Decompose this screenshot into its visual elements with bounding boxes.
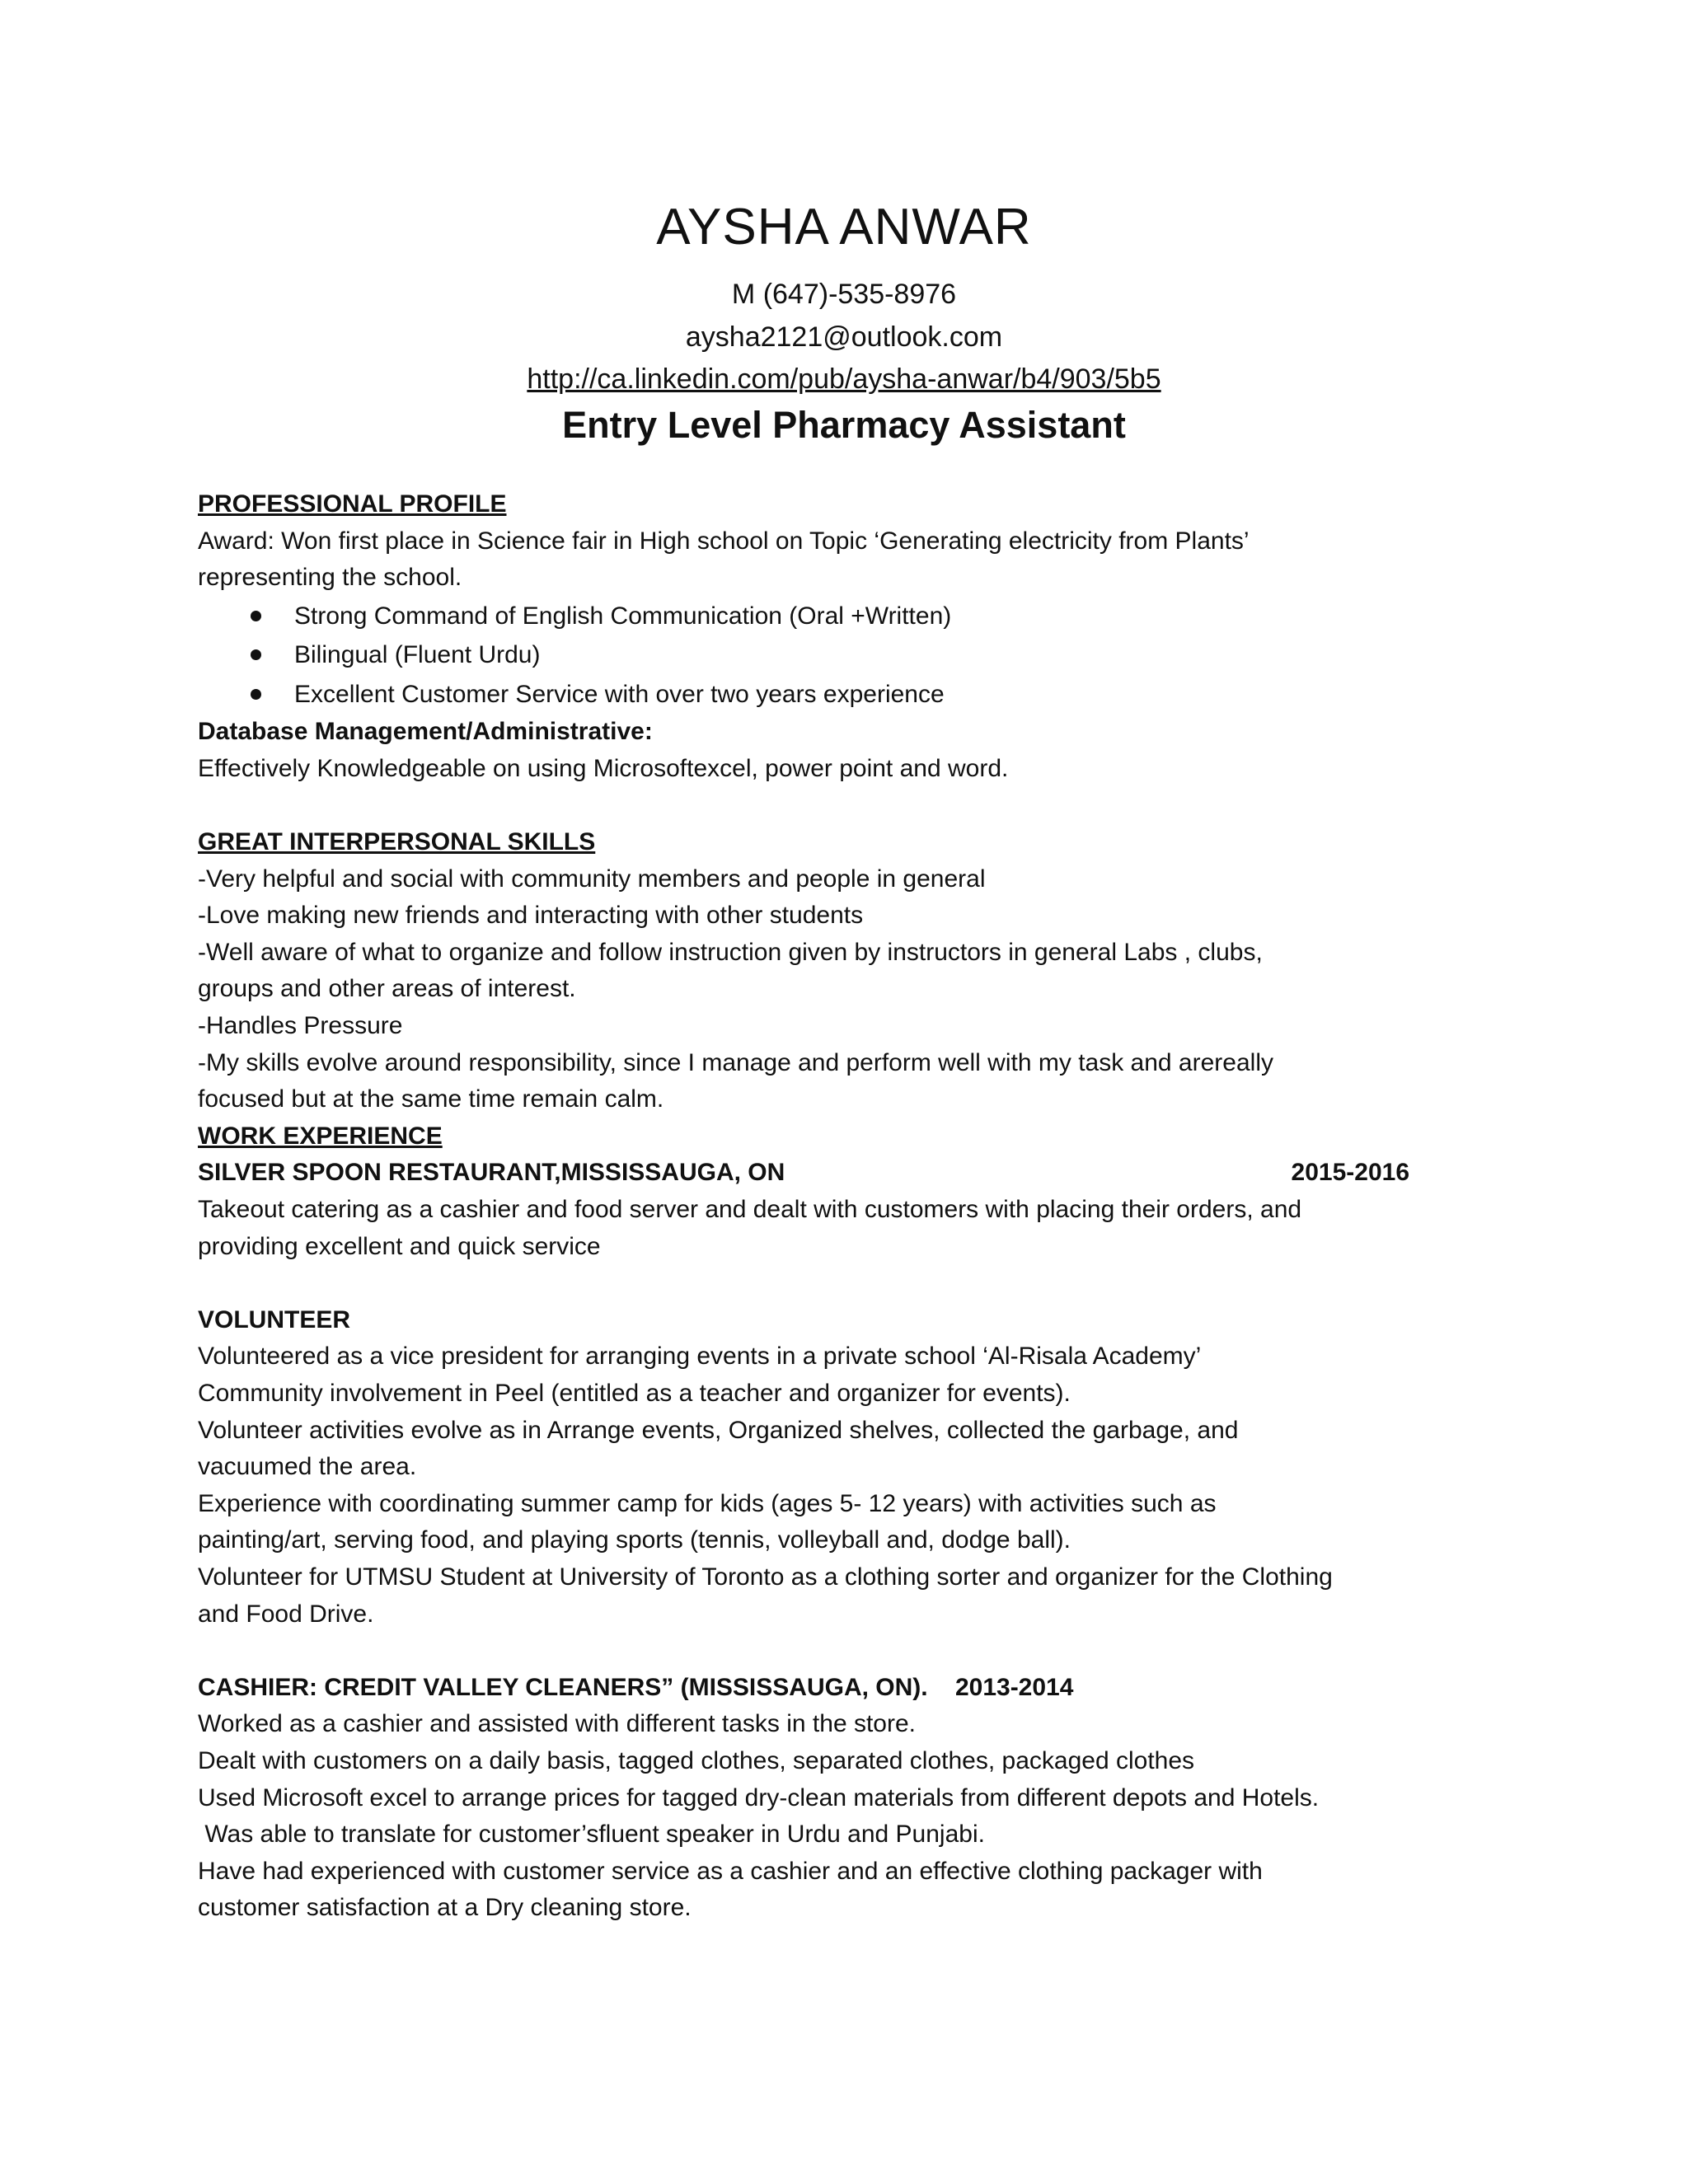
- body-text: -Well aware of what to organize and follow instruction given by instructors in general Labs , clubs,: [198, 938, 1263, 966]
- professional-profile-section: [198, 486, 1484, 787]
- section-heading: CASHIER: CREDIT VALLEY CLEANERS” (MISSISSAUGA, ON). 2013-2014: [198, 1673, 1074, 1701]
- section-heading: GREAT INTERPERSONAL SKILLS: [198, 828, 596, 856]
- body-text: Was able to translate for customer’sfluent speaker in Urdu and Punjabi.: [198, 1821, 985, 1849]
- award-text: Award: Won first place in Science fair in High school on Topic ‘Generating electricity from Plants’: [198, 527, 1250, 555]
- section-heading: PROFESSIONAL PROFILE: [198, 490, 507, 518]
- employer-name: SILVER SPOON RESTAURANT,MISSISSAUGA, ON: [198, 1159, 785, 1187]
- linkedin-link[interactable]: http://ca.linkedin.com/pub/aysha-anwar/b4/903/5b5: [527, 363, 1161, 395]
- body-text: providing excellent and quick service: [198, 1232, 601, 1260]
- list-item: [198, 597, 1484, 636]
- list-item: [198, 635, 1484, 675]
- body-text: vacuumed the area.: [198, 1453, 417, 1481]
- candidate-name: AYSHA ANWAR: [656, 199, 1032, 255]
- body-text: -My skills evolve around responsibility, since I manage and perform well with my task and arereally: [198, 1048, 1273, 1076]
- body-text: Volunteer activities evolve as in Arrange events, Organized shelves, collected the garbage, and: [198, 1416, 1239, 1444]
- body-text: groups and other areas of interest.: [198, 975, 576, 1003]
- volunteer-section: [198, 1302, 1484, 1633]
- body-text: customer satisfaction at a Dry cleaning store.: [198, 1894, 692, 1922]
- body-text: painting/art, serving food, and playing sports (tennis, volleyball and, dodge ball).: [198, 1526, 1071, 1554]
- email-address: aysha2121@outlook.com: [685, 321, 1003, 353]
- list-item: [198, 675, 1484, 715]
- body-text: Volunteer for UTMSU Student at University of Toronto as a clothing sorter and organizer for the Clothing: [198, 1563, 1333, 1591]
- work-experience-section: [198, 1118, 1484, 1265]
- award-text: representing the school.: [198, 564, 462, 592]
- body-text: Community involvement in Peel (entitled as a teacher and organizer for events).: [198, 1379, 1071, 1407]
- phone-number: M (647)-535-8976: [731, 279, 957, 310]
- body-text: Have had experienced with customer service as a cashier and an effective clothing packager with: [198, 1857, 1263, 1885]
- skills-list: [198, 597, 1484, 715]
- employment-years: 2015-2016: [1291, 1159, 1409, 1187]
- body-text: Takeout catering as a cashier and food server and dealt with customers with placing their orders, and: [198, 1196, 1302, 1223]
- subsection-heading: Database Management/Administrative:: [198, 718, 653, 746]
- interpersonal-skills-section: [198, 824, 1484, 1118]
- resume-body: [198, 486, 1484, 1927]
- list-item-label: Bilingual (Fluent Urdu): [294, 641, 541, 669]
- body-text: Volunteered as a vice president for arranging events in a private school ‘Al-Risala Academy’: [198, 1343, 1202, 1371]
- body-text: Experience with coordinating summer camp for kids (ages 5- 12 years) with activities such as: [198, 1489, 1217, 1517]
- bullet-icon: [251, 611, 261, 621]
- section-heading: VOLUNTEER: [198, 1305, 351, 1333]
- spacer: [198, 787, 1484, 824]
- body-text: -Handles Pressure: [198, 1012, 403, 1040]
- body-text: and Food Drive.: [198, 1600, 374, 1628]
- body-text: Dealt with customers on a daily basis, tagged clothes, separated clothes, packaged clothes: [198, 1746, 1195, 1774]
- body-text: Effectively Knowledgeable on using Microsoftexcel, power point and word.: [198, 754, 1009, 782]
- section-heading: WORK EXPERIENCE: [198, 1122, 443, 1150]
- bullet-icon: [251, 689, 261, 700]
- body-text: focused but at the same time remain calm.: [198, 1085, 664, 1113]
- spacer: [198, 1633, 1484, 1670]
- bullet-icon: [251, 649, 261, 660]
- job-title: Entry Level Pharmacy Assistant: [562, 404, 1126, 446]
- spacer: [198, 1265, 1484, 1302]
- body-text: Worked as a cashier and assisted with different tasks in the store.: [198, 1710, 916, 1738]
- cashier-section: [198, 1670, 1484, 1927]
- list-item-label: Strong Command of English Communication (Oral +Written): [294, 602, 952, 630]
- body-text: -Very helpful and social with community members and people in general: [198, 865, 986, 893]
- body-text: Used Microsoft excel to arrange prices for tagged dry-clean materials from different depots and Hotels.: [198, 1783, 1320, 1811]
- list-item-label: Excellent Customer Service with over two years experience: [294, 680, 945, 708]
- body-text: -Love making new friends and interacting with other students: [198, 902, 864, 930]
- employer-row: [198, 1155, 1409, 1192]
